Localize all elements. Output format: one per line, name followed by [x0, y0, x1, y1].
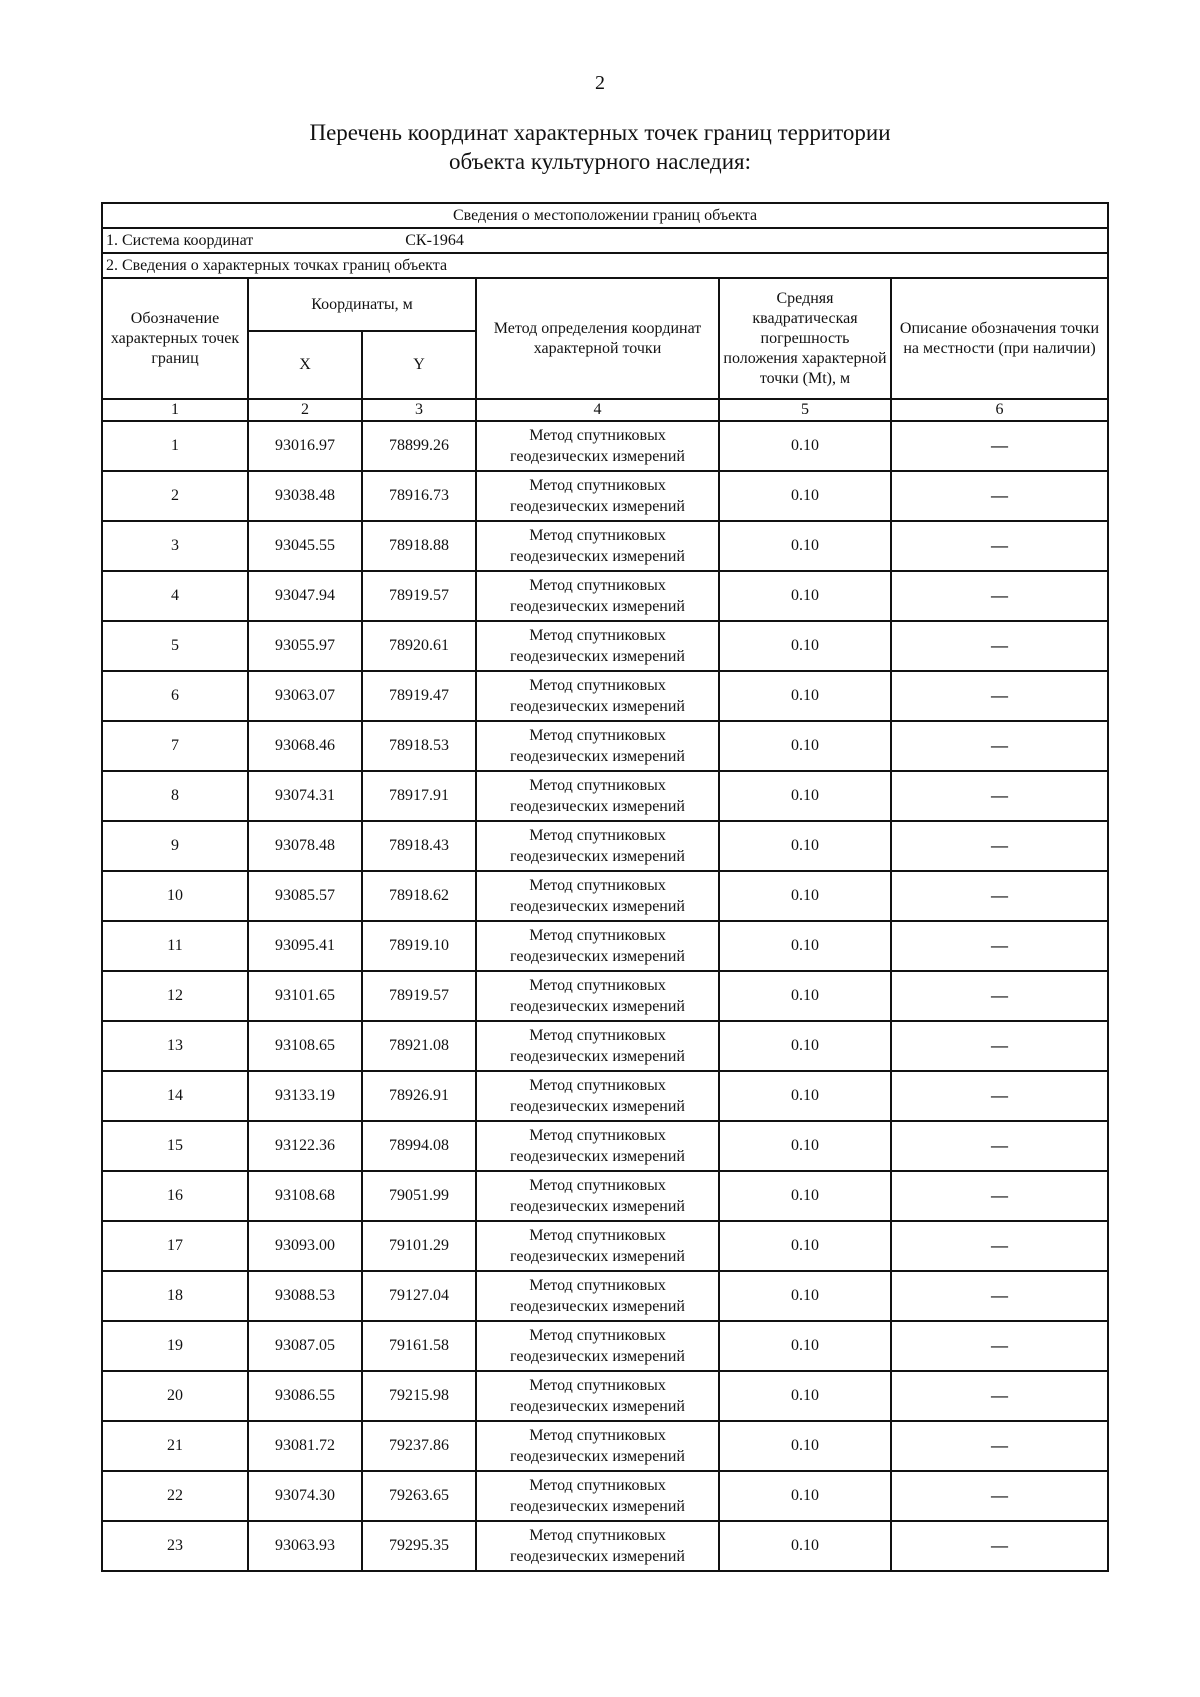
method-line-2: геодезических измерений: [510, 1098, 685, 1115]
method-cell: [476, 1471, 719, 1521]
point-number-cell: 8: [102, 771, 248, 821]
error-cell: 0.10: [719, 721, 891, 771]
point-number-cell: 12: [102, 971, 248, 1021]
method-line-2: геодезических измерений: [510, 448, 685, 465]
coord-y-cell: 79237.86: [362, 1421, 476, 1471]
point-number-cell: 21: [102, 1421, 248, 1471]
method-line-1: Метод спутниковых: [529, 727, 666, 744]
point-number-cell: 20: [102, 1371, 248, 1421]
coord-x-cell: 93101.65: [248, 971, 362, 1021]
point-number-cell: 14: [102, 1071, 248, 1121]
coord-system-label: 1. Система координат: [106, 231, 254, 249]
coord-y-cell: 79263.65: [362, 1471, 476, 1521]
table-row: [102, 821, 1108, 871]
point-number-cell: 2: [102, 471, 248, 521]
method-cell: [476, 521, 719, 571]
column-number: 5: [719, 399, 891, 421]
column-number: 4: [476, 399, 719, 421]
coord-y-cell: 79295.35: [362, 1521, 476, 1571]
method-line-2: геодезических измерений: [510, 748, 685, 765]
method-line-1: Метод спутниковых: [529, 1327, 666, 1344]
description-cell: —: [891, 1171, 1108, 1221]
description-cell: —: [891, 971, 1108, 1021]
description-cell: —: [891, 1471, 1108, 1521]
coord-x-cell: 93095.41: [248, 921, 362, 971]
error-cell: 0.10: [719, 1521, 891, 1571]
point-number-cell: 11: [102, 921, 248, 971]
coord-y-cell: 78920.61: [362, 621, 476, 671]
header-description: Описание обозначения точки на местности (при наличии): [891, 278, 1108, 399]
method-line-2: геодезических измерений: [510, 998, 685, 1015]
description-cell: —: [891, 521, 1108, 571]
coord-x-cell: 93078.48: [248, 821, 362, 871]
point-number-cell: 16: [102, 1171, 248, 1221]
coord-y-cell: 78921.08: [362, 1021, 476, 1071]
error-cell: 0.10: [719, 921, 891, 971]
description-cell: —: [891, 1521, 1108, 1571]
table-row: [102, 421, 1108, 471]
method-line-1: Метод спутниковых: [529, 1027, 666, 1044]
error-cell: 0.10: [719, 471, 891, 521]
section-title: Сведения о местоположении границ объекта: [102, 203, 1108, 228]
point-number-cell: 13: [102, 1021, 248, 1071]
coord-y-cell: 78916.73: [362, 471, 476, 521]
method-cell: [476, 1221, 719, 1271]
point-number-cell: 4: [102, 571, 248, 621]
method-cell: [476, 1121, 719, 1171]
method-line-2: геодезических измерений: [510, 1548, 685, 1565]
table-row: [102, 521, 1108, 571]
coord-x-cell: 93055.97: [248, 621, 362, 671]
method-cell: [476, 621, 719, 671]
point-number-cell: 15: [102, 1121, 248, 1171]
header-coordinates: Координаты, м: [248, 278, 476, 331]
coord-y-cell: 79161.58: [362, 1321, 476, 1371]
column-numbers-row: [102, 399, 1108, 421]
method-line-2: геодезических измерений: [510, 1448, 685, 1465]
coord-y-cell: 78919.57: [362, 571, 476, 621]
header-y: Y: [362, 331, 476, 399]
description-cell: —: [891, 571, 1108, 621]
point-number-cell: 9: [102, 821, 248, 871]
table-row: [102, 1521, 1108, 1571]
page-number: 2: [595, 72, 605, 94]
error-cell: 0.10: [719, 821, 891, 871]
description-cell: —: [891, 871, 1108, 921]
method-cell: [476, 971, 719, 1021]
points-title: 2. Сведения о характерных точках границ объекта: [102, 253, 1108, 278]
description-cell: —: [891, 1121, 1108, 1171]
coord-x-cell: 93081.72: [248, 1421, 362, 1471]
method-line-2: геодезических измерений: [510, 1048, 685, 1065]
method-line-1: Метод спутниковых: [529, 627, 666, 644]
method-line-1: Метод спутниковых: [529, 527, 666, 544]
coord-x-cell: 93088.53: [248, 1271, 362, 1321]
error-cell: 0.10: [719, 1421, 891, 1471]
method-cell: [476, 771, 719, 821]
error-cell: 0.10: [719, 1471, 891, 1521]
error-cell: 0.10: [719, 671, 891, 721]
table-row: [102, 1171, 1108, 1221]
table-row: [102, 1221, 1108, 1271]
point-number-cell: 1: [102, 421, 248, 471]
method-cell: [476, 921, 719, 971]
method-cell: [476, 1321, 719, 1371]
table-row: [102, 471, 1108, 521]
method-cell: [476, 1021, 719, 1071]
error-cell: 0.10: [719, 421, 891, 471]
table-row: [102, 1071, 1108, 1121]
method-line-1: Метод спутниковых: [529, 827, 666, 844]
method-cell: [476, 471, 719, 521]
method-line-1: Метод спутниковых: [529, 877, 666, 894]
method-line-1: Метод спутниковых: [529, 1127, 666, 1144]
method-cell: [476, 821, 719, 871]
method-line-2: геодезических измерений: [510, 548, 685, 565]
method-line-2: геодезических измерений: [510, 1198, 685, 1215]
method-cell: [476, 1521, 719, 1571]
point-number-cell: 6: [102, 671, 248, 721]
coord-y-cell: 78994.08: [362, 1121, 476, 1171]
description-cell: —: [891, 621, 1108, 671]
description-cell: —: [891, 921, 1108, 971]
error-cell: 0.10: [719, 621, 891, 671]
table-row: [102, 671, 1108, 721]
coord-x-cell: 93068.46: [248, 721, 362, 771]
method-cell: [476, 1371, 719, 1421]
point-number-cell: 23: [102, 1521, 248, 1571]
coord-system-value: СК-1964: [405, 231, 464, 249]
error-cell: 0.10: [719, 1071, 891, 1121]
table-row: [102, 771, 1108, 821]
column-number: 6: [891, 399, 1108, 421]
description-cell: —: [891, 1421, 1108, 1471]
method-cell: [476, 1421, 719, 1471]
point-number-cell: 22: [102, 1471, 248, 1521]
error-cell: 0.10: [719, 1121, 891, 1171]
error-cell: 0.10: [719, 771, 891, 821]
method-line-2: геодезических измерений: [510, 498, 685, 515]
coord-y-cell: 79051.99: [362, 1171, 476, 1221]
description-cell: —: [891, 1321, 1108, 1371]
coord-y-cell: 78918.62: [362, 871, 476, 921]
method-line-1: Метод спутниковых: [529, 427, 666, 444]
description-cell: —: [891, 721, 1108, 771]
point-number-cell: 7: [102, 721, 248, 771]
table-row: [102, 871, 1108, 921]
table-row: [102, 1121, 1108, 1171]
table-row: [102, 571, 1108, 621]
method-line-1: Метод спутниковых: [529, 927, 666, 944]
coord-system-cell: [102, 228, 1108, 253]
method-cell: [476, 421, 719, 471]
description-cell: —: [891, 821, 1108, 871]
method-cell: [476, 671, 719, 721]
point-number-cell: 10: [102, 871, 248, 921]
method-line-1: Метод спутниковых: [529, 1277, 666, 1294]
method-cell: [476, 721, 719, 771]
method-line-2: геодезических измерений: [510, 798, 685, 815]
table-row: [102, 921, 1108, 971]
method-line-2: геодезических измерений: [510, 898, 685, 915]
coord-x-cell: 93087.05: [248, 1321, 362, 1371]
coord-x-cell: 93074.30: [248, 1471, 362, 1521]
points-title-row: [102, 253, 1108, 278]
coord-y-cell: 78899.26: [362, 421, 476, 471]
method-line-1: Метод спутниковых: [529, 1077, 666, 1094]
method-line-2: геодезических измерений: [510, 698, 685, 715]
column-number: 1: [102, 399, 248, 421]
error-cell: 0.10: [719, 1321, 891, 1371]
method-line-1: Метод спутниковых: [529, 477, 666, 494]
coord-y-cell: 79215.98: [362, 1371, 476, 1421]
coord-y-cell: 78919.10: [362, 921, 476, 971]
method-line-1: Метод спутниковых: [529, 977, 666, 994]
method-cell: [476, 871, 719, 921]
method-line-2: геодезических измерений: [510, 948, 685, 965]
method-line-2: геодезических измерений: [510, 598, 685, 615]
coord-x-cell: 93108.68: [248, 1171, 362, 1221]
coord-x-cell: 93133.19: [248, 1071, 362, 1121]
description-cell: —: [891, 1271, 1108, 1321]
table-row: [102, 1321, 1108, 1371]
table-row: [102, 1371, 1108, 1421]
description-cell: —: [891, 421, 1108, 471]
document-title: [0, 118, 1200, 176]
method-line-2: геодезических измерений: [510, 1148, 685, 1165]
header-method: Метод определения координат характерной точки: [476, 278, 719, 399]
table-row: [102, 1421, 1108, 1471]
coord-x-cell: 93122.36: [248, 1121, 362, 1171]
coord-x-cell: 93045.55: [248, 521, 362, 571]
header-designation: Обозначение характерных точек границ: [102, 278, 248, 399]
coord-x-cell: 93085.57: [248, 871, 362, 921]
method-line-1: Метод спутниковых: [529, 1227, 666, 1244]
coord-x-cell: 93074.31: [248, 771, 362, 821]
error-cell: 0.10: [719, 1171, 891, 1221]
method-line-2: геодезических измерений: [510, 1398, 685, 1415]
point-number-cell: 18: [102, 1271, 248, 1321]
coord-x-cell: 93063.07: [248, 671, 362, 721]
coord-y-cell: 78918.88: [362, 521, 476, 571]
method-line-1: Метод спутниковых: [529, 577, 666, 594]
coord-y-cell: 79127.04: [362, 1271, 476, 1321]
method-line-1: Метод спутниковых: [529, 1177, 666, 1194]
method-line-1: Метод спутниковых: [529, 677, 666, 694]
coordinates-table: [101, 202, 1109, 1572]
document-title-line-1: Перечень координат характерных точек границ территории: [309, 120, 891, 145]
method-line-1: Метод спутниковых: [529, 1377, 666, 1394]
point-number-cell: 3: [102, 521, 248, 571]
method-line-1: Метод спутниковых: [529, 1477, 666, 1494]
document-title-line-2: объекта культурного наследия:: [448, 149, 752, 174]
header-error: Средняя квадратическая погрешность положения характерной точки (Mt), м: [719, 278, 891, 399]
error-cell: 0.10: [719, 1221, 891, 1271]
coord-x-cell: 93016.97: [248, 421, 362, 471]
description-cell: —: [891, 1071, 1108, 1121]
method-line-2: геодезических измерений: [510, 1298, 685, 1315]
coord-x-cell: 93047.94: [248, 571, 362, 621]
description-cell: —: [891, 1371, 1108, 1421]
coord-system-row: [102, 228, 1108, 253]
coord-x-cell: 93063.93: [248, 1521, 362, 1571]
coord-x-cell: 93038.48: [248, 471, 362, 521]
coord-y-cell: 79101.29: [362, 1221, 476, 1271]
coord-x-cell: 93093.00: [248, 1221, 362, 1271]
table-row: [102, 1471, 1108, 1521]
description-cell: —: [891, 471, 1108, 521]
coord-y-cell: 78926.91: [362, 1071, 476, 1121]
section-title-row: [102, 203, 1108, 228]
table-row: [102, 1021, 1108, 1071]
method-cell: [476, 1271, 719, 1321]
method-line-1: Метод спутниковых: [529, 777, 666, 794]
error-cell: 0.10: [719, 1021, 891, 1071]
header-x: X: [248, 331, 362, 399]
table-row: [102, 1271, 1108, 1321]
method-line-1: Метод спутниковых: [529, 1527, 666, 1544]
coord-y-cell: 78917.91: [362, 771, 476, 821]
method-cell: [476, 571, 719, 621]
error-cell: 0.10: [719, 521, 891, 571]
error-cell: 0.10: [719, 1271, 891, 1321]
description-cell: —: [891, 771, 1108, 821]
point-number-cell: 5: [102, 621, 248, 671]
coord-x-cell: 93086.55: [248, 1371, 362, 1421]
error-cell: 0.10: [719, 1371, 891, 1421]
column-number: 2: [248, 399, 362, 421]
error-cell: 0.10: [719, 971, 891, 1021]
method-cell: [476, 1071, 719, 1121]
coord-y-cell: 78919.57: [362, 971, 476, 1021]
method-line-2: геодезических измерений: [510, 1248, 685, 1265]
method-cell: [476, 1171, 719, 1221]
description-cell: —: [891, 671, 1108, 721]
table-row: [102, 621, 1108, 671]
coord-x-cell: 93108.65: [248, 1021, 362, 1071]
description-cell: —: [891, 1021, 1108, 1071]
point-number-cell: 19: [102, 1321, 248, 1371]
coord-y-cell: 78919.47: [362, 671, 476, 721]
error-cell: 0.10: [719, 871, 891, 921]
column-number: 3: [362, 399, 476, 421]
method-line-2: геодезических измерений: [510, 1498, 685, 1515]
point-number-cell: 17: [102, 1221, 248, 1271]
method-line-2: геодезических измерений: [510, 648, 685, 665]
table-row: [102, 971, 1108, 1021]
description-cell: —: [891, 1221, 1108, 1271]
coord-y-cell: 78918.43: [362, 821, 476, 871]
coord-y-cell: 78918.53: [362, 721, 476, 771]
method-line-1: Метод спутниковых: [529, 1427, 666, 1444]
table-row: [102, 721, 1108, 771]
error-cell: 0.10: [719, 571, 891, 621]
method-line-2: геодезических измерений: [510, 1348, 685, 1365]
header-row-1: [102, 278, 1108, 331]
method-line-2: геодезических измерений: [510, 848, 685, 865]
